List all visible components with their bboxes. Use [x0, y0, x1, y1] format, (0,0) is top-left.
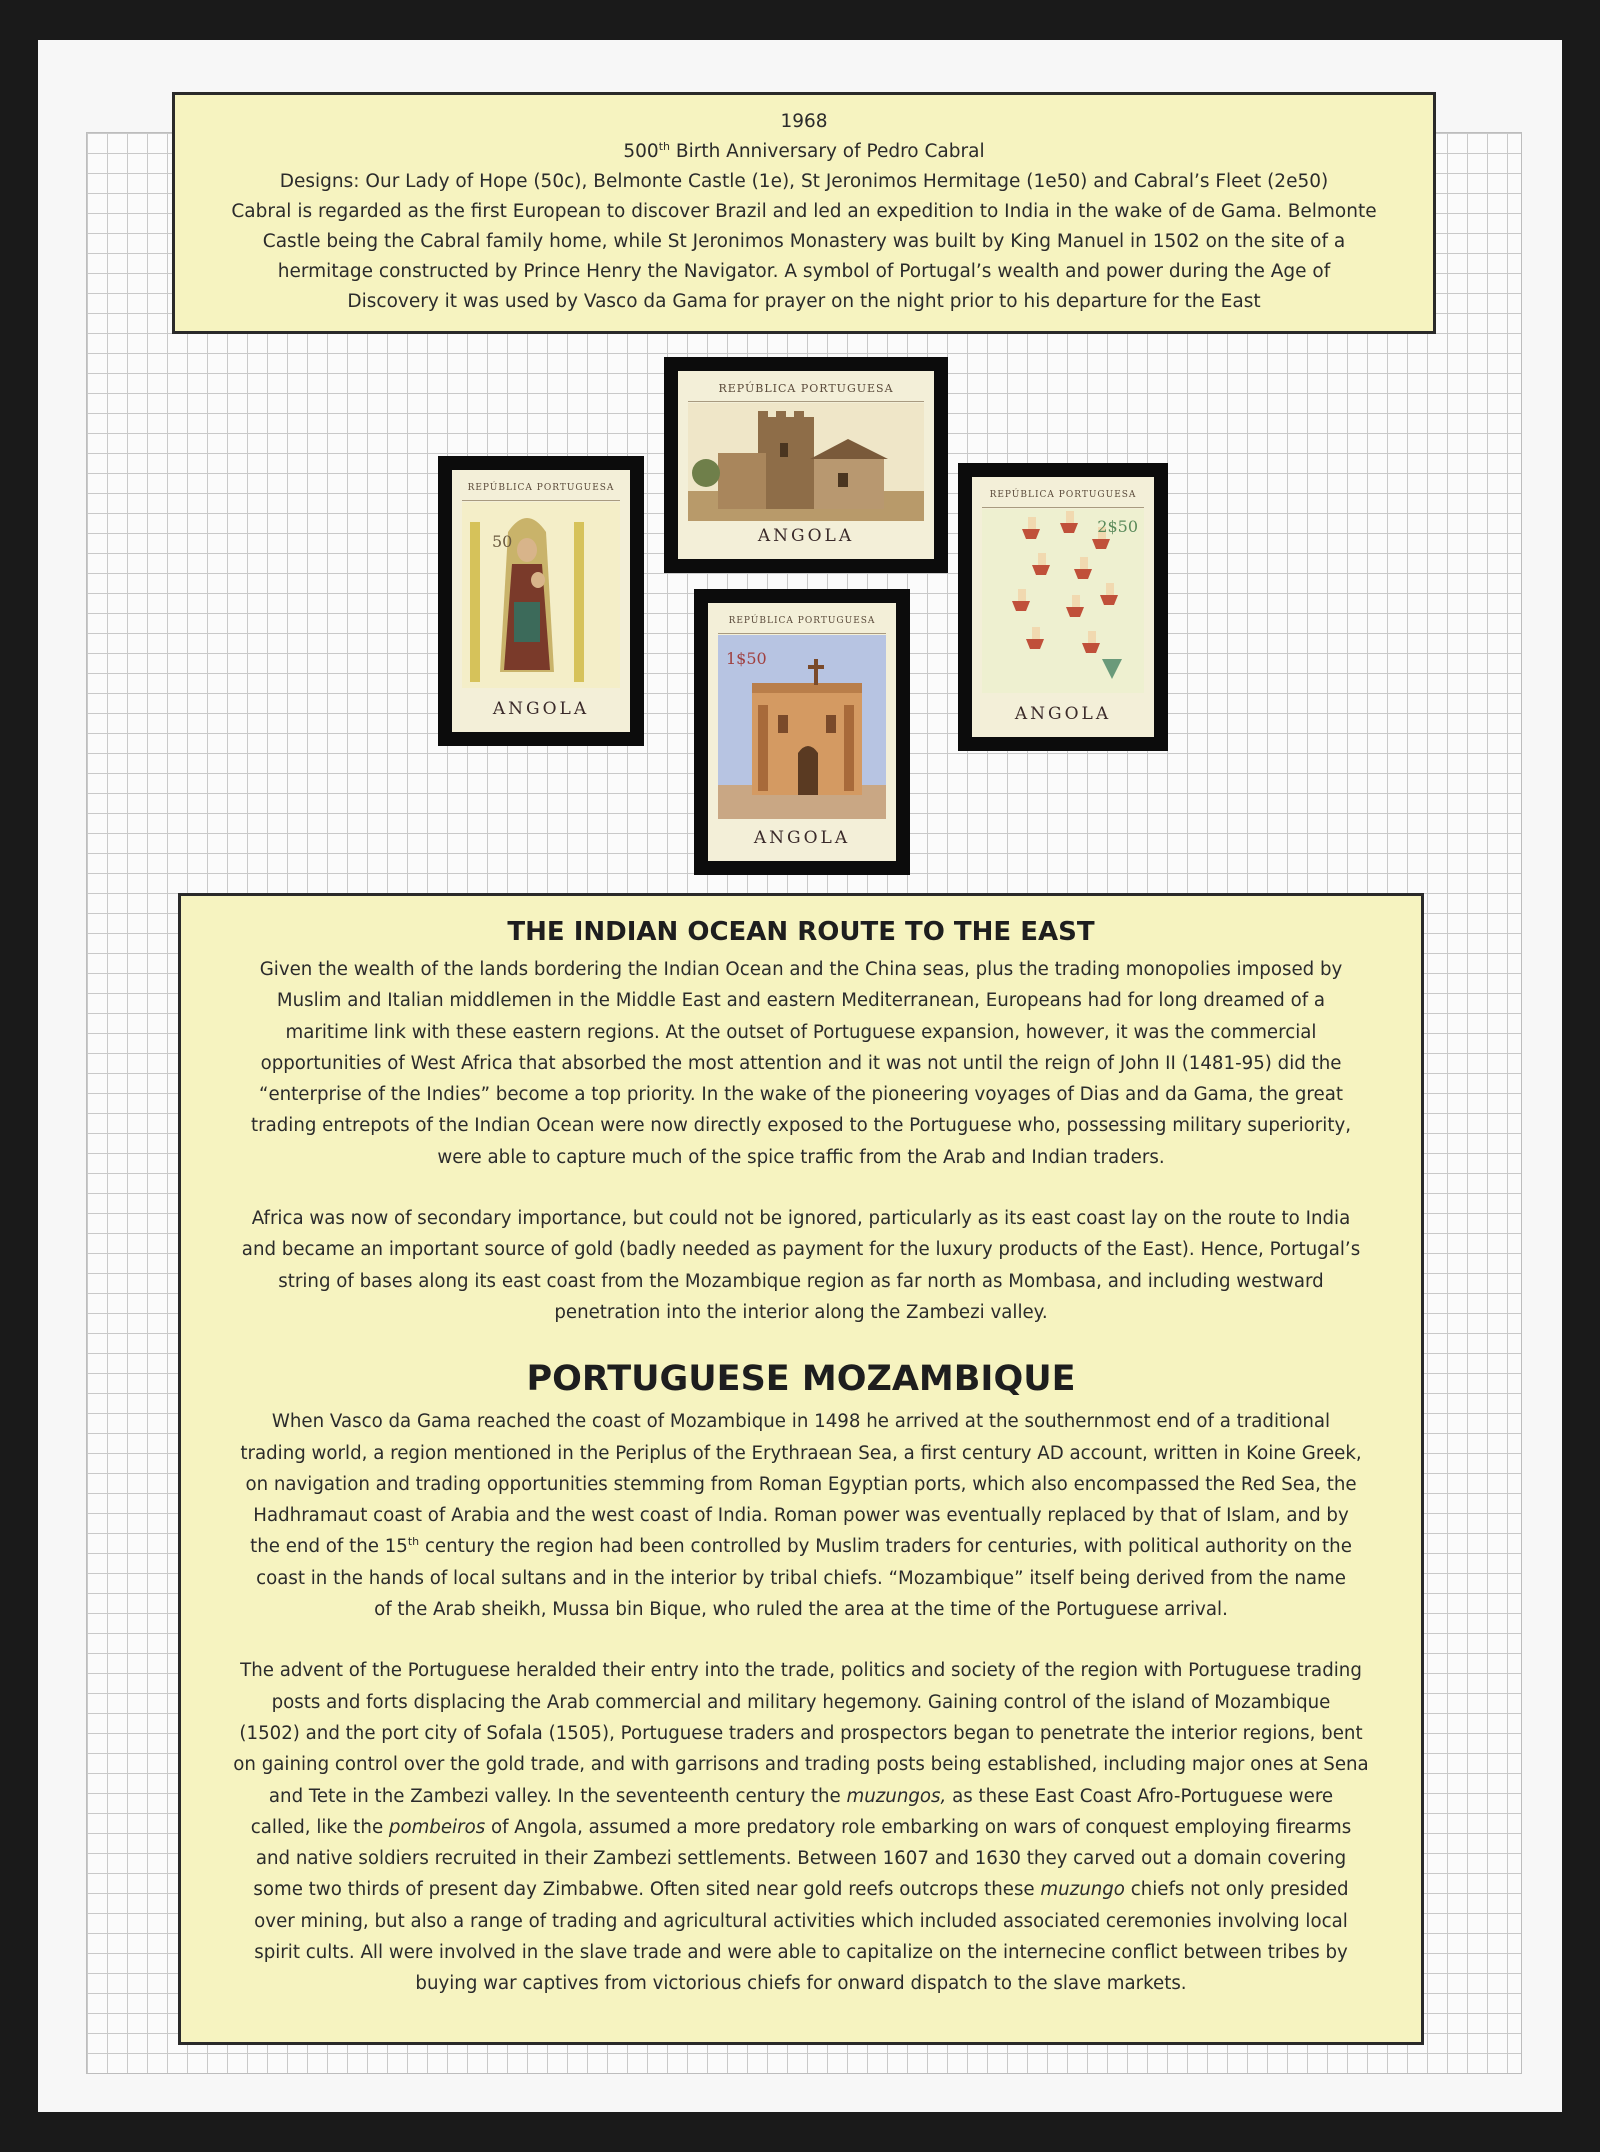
paragraph-line: Hadhramaut coast of Arabia and the west coast of India. Roman power was eventually replaced by that of Islam, and by [253, 1505, 1349, 1527]
text-span: chiefs not only presided [1124, 1879, 1349, 1901]
paragraph-line: Africa was now of secondary importance, but could not be ignored, particularly as its east coast lay on the route to India [251, 1208, 1351, 1230]
title-ordinal-suffix: th [658, 139, 670, 153]
italic-term: muzungos, [846, 1785, 947, 1807]
paragraph-line: trading entrepots of the Indian Ocean were now directly exposed to the Portuguese who, possessing military superiority, [250, 1115, 1352, 1137]
paragraph-line: Given the wealth of the lands bordering the Indian Ocean and the China seas, plus the trading monopolies imposed by [259, 959, 1343, 980]
stamp-castle [664, 357, 948, 573]
paragraph-line: and native soldiers recruited in their Zambezi settlements. Between 1607 and 1630 they carved out a domain covering [255, 1848, 1347, 1870]
stamp-hermitage-paper [708, 603, 896, 861]
section-heading-indian-ocean: THE INDIAN OCEAN ROUTE TO THE EAST [507, 917, 1095, 947]
paragraph-line: on gaining control over the gold trade, and with garrisons and trading posts being established, including major ones at Sena [233, 1754, 1369, 1776]
stamp-country: ANGOLA [1014, 704, 1112, 724]
paragraph-line: were able to capture much of the spice traffic from the Arab and Indian traders. [437, 1146, 1165, 1168]
paragraph-gap [205, 1173, 1397, 1203]
stamp-country: ANGOLA [753, 828, 851, 848]
paragraph-line: The advent of the Portuguese heralded their entry into the trade, politics and society of the region with Portuguese trading [240, 1660, 1362, 1682]
paragraph-line: over mining, but also a range of trading and agricultural activities which included associated ceremonies involving local [254, 1910, 1348, 1932]
paragraph-line: and became an important source of gold (badly needed as payment for the luxury products of the East). Hence, Portugal’s [241, 1239, 1361, 1261]
title-rest: Birth Anniversary of Pedro Cabral [670, 141, 985, 162]
stamp-header: REPÚBLICA PORTUGUESA [688, 377, 924, 402]
text-span: and Tete in the Zambezi valley. In the seventeenth century the [268, 1785, 847, 1807]
header-line: Cabral is regarded as the first European to discover Brazil and led an expedition to India in the wake of de Gama. Belmonte [231, 201, 1377, 222]
stamp-value: 2$50 [1097, 517, 1138, 536]
header-line: Castle being the Cabral family home, while St Jeronimos Monastery was built by King Manuel in 1502 on the site of a [262, 231, 1346, 252]
text-span: of Angola, assumed a more predatory role embarking on wars of conquest employing firearms [485, 1816, 1352, 1838]
castle-illustration [688, 403, 924, 521]
paragraph-line: string of bases along its east coast from the Mozambique region as far north as Mombasa, and including westward [278, 1270, 1324, 1292]
header-box [172, 92, 1436, 334]
main-text-box [178, 893, 1424, 2045]
paragraph-line: penetration into the interior along the Zambezi valley. [554, 1301, 1048, 1323]
italic-term: muzungo [1040, 1879, 1125, 1901]
stamp-country: ANGOLA [492, 699, 590, 719]
paragraph-line: opportunities of West Africa that absorbed the most attention and it was not until the reign of John II (1481-95) did the [260, 1052, 1342, 1074]
paragraph-line: When Vasco da Gama reached the coast of Mozambique in 1498 he arrived at the southernmost end of a traditional [271, 1411, 1331, 1433]
title-ordinal: 500 [623, 141, 659, 162]
paragraph-line: “enterprise of the Indies” become a top priority. In the wake of the pioneering voyages of Dias and da Gama, the great [259, 1084, 1343, 1106]
paragraph-line: buying war captives from victorious chiefs for onward dispatch to the slave markets. [415, 1973, 1187, 1995]
paragraph-line [205, 1531, 1397, 1562]
paragraph-line: spirit cults. All were involved in the slave trade and were able to capitalize on the internecine conflict between tribes by [254, 1942, 1348, 1964]
paragraph-gap [205, 1625, 1397, 1655]
our-lady-illustration [462, 502, 620, 688]
paragraph-line [205, 1874, 1397, 1905]
paragraph-line: (1502) and the port city of Sofala (1505), Portuguese traders and prospectors began to penetrate the interior regions, bent [239, 1722, 1363, 1744]
stamp-lady [438, 456, 644, 746]
stamp-fleet [958, 463, 1168, 751]
header-year: 1968 [780, 111, 828, 132]
header-line: Discovery it was used by Vasco da Gama for prayer on the night prior to his departure for the East [347, 291, 1261, 312]
text-span: called, like the [250, 1816, 389, 1838]
stamp-header: REPÚBLICA PORTUGUESA [462, 476, 620, 501]
italic-term: pombeiros [388, 1816, 486, 1838]
stamp-header: REPÚBLICA PORTUGUESA [982, 483, 1144, 508]
stamp-country: ANGOLA [757, 526, 855, 546]
stamp-value: 1$50 [726, 649, 767, 668]
paragraph-line: of the Arab sheikh, Mussa bin Bique, who ruled the area at the time of the Portuguese arrival. [374, 1599, 1228, 1621]
header-line: hermitage constructed by Prince Henry the Navigator. A symbol of Portugal’s wealth and power during the Age of [277, 261, 1331, 282]
paragraph-line [205, 1812, 1397, 1843]
stamp-castle-paper [678, 371, 934, 559]
paragraph-line: maritime link with these eastern regions. At the outset of Portuguese expansion, however, it was the commercial [285, 1021, 1317, 1043]
header-title [201, 137, 1407, 167]
stamp-hermitage [694, 589, 910, 875]
header-designs: Designs: Our Lady of Hope (50c), Belmonte Castle (1e), St Jeronimos Hermitage (1e50) and Cabral’s Fleet (2e50) [279, 171, 1329, 192]
stamp-lady-paper [452, 470, 630, 732]
superscript: th [407, 1535, 420, 1549]
section-heading-mozambique: PORTUGUESE MOZAMBIQUE [526, 1359, 1076, 1400]
fleet-illustration [982, 509, 1144, 693]
paragraph-line: Muslim and Italian middlemen in the Middle East and eastern Mediterranean, Europeans had for long dreamed of a [276, 990, 1326, 1012]
paragraph-line [205, 1781, 1397, 1812]
paragraph-line: coast in the hands of local sultans and in the interior by tribal chiefs. “Mozambique” itself being derived from the name [256, 1567, 1346, 1589]
text-span: century the region had been controlled by Muslim traders for centuries, with political authority on the [419, 1536, 1352, 1558]
text-span: as these East Coast Afro-Portuguese were [946, 1785, 1334, 1807]
stamp-value: 50 [492, 532, 513, 551]
text-span: the end of the 15 [250, 1536, 408, 1558]
stamp-header: REPÚBLICA PORTUGUESA [718, 609, 886, 634]
paragraph-line: trading world, a region mentioned in the Periplus of the Erythraean Sea, a first century AD account, written in Koine Greek, [240, 1442, 1362, 1464]
paragraph-line: on navigation and trading opportunities stemming from Roman Egyptian ports, which also encompassed the Red Sea, the [245, 1473, 1357, 1495]
stamp-fleet-paper [972, 477, 1154, 737]
paragraph-line: posts and forts displacing the Arab commercial and military hegemony. Gaining control of the island of Mozambique [271, 1691, 1331, 1713]
text-span: some two thirds of present day Zimbabwe. Often sited near gold reefs outcrops these [253, 1879, 1041, 1901]
